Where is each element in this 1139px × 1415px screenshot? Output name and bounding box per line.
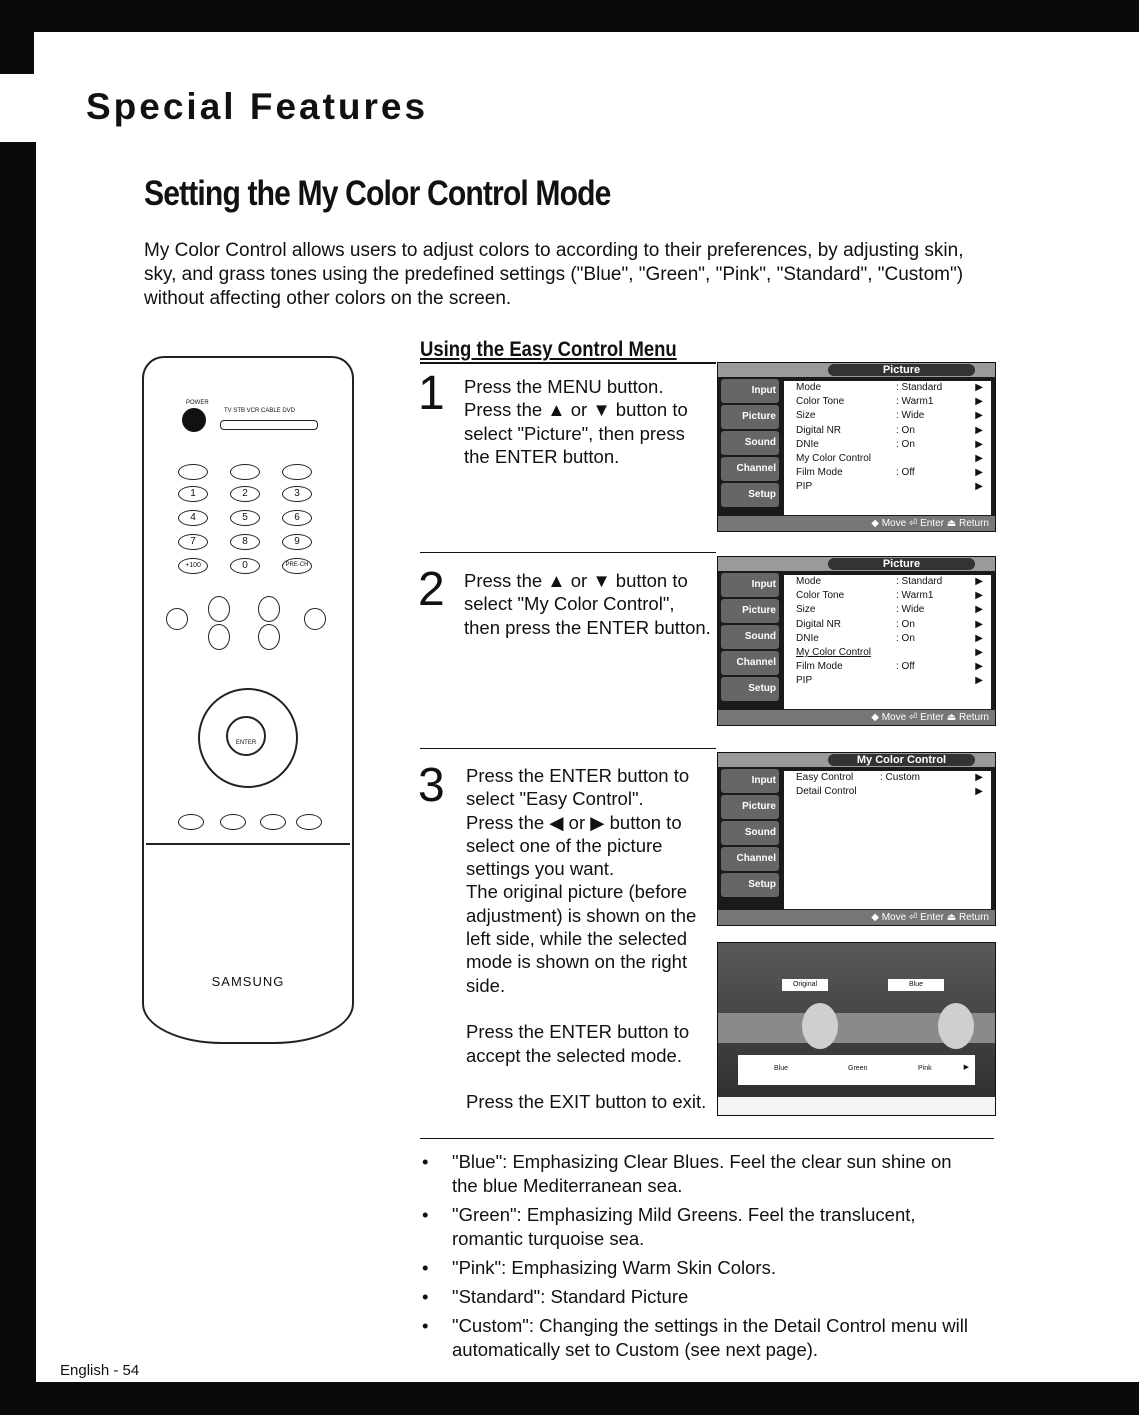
- mts-button: [260, 814, 286, 830]
- tv-menu-row: DNIe : On ▶: [796, 632, 983, 644]
- step-text: Press the MENU button. Press the ▲ or ▼ button to select "Picture", then press the ENTER button.: [464, 376, 688, 467]
- tv-menu-row: Digital NR : On ▶: [796, 424, 983, 436]
- source-slider: [220, 420, 318, 430]
- num-button: 8: [230, 534, 260, 550]
- tv-side-menu: [721, 573, 779, 703]
- tv-side-item: Sound: [721, 821, 779, 845]
- tv-menu-row: PIP ▶: [796, 675, 983, 687]
- list-item: • "Blue": Emphasizing Clear Blues. Feel the clear sun shine on the blue Mediterranean sea.: [420, 1150, 980, 1198]
- intro-paragraph: My Color Control allows users to adjust colors to according to their preferences, by adjusting skin, sky, and grass tones using the predefined settings ("Blue", "Green", "Pink", "Standard", "Custom") without affecting other colors on the screen.: [144, 240, 964, 309]
- tv-menu-panel: [784, 771, 991, 909]
- srs-button: [296, 814, 322, 830]
- left-side-bar: [0, 142, 36, 1382]
- tv-side-item: Picture: [721, 599, 779, 623]
- section-title: Special Features: [86, 86, 429, 127]
- vol-up-button: [208, 596, 230, 622]
- tv-menu-row: Detail Control ▶: [796, 786, 983, 798]
- tv-screen-my-color-control: [717, 752, 996, 926]
- num-button: 9: [282, 534, 312, 550]
- tv-menu-row: Size : Wide ▶: [796, 604, 983, 616]
- tv-menu-row-selected: My Color Control ▶: [796, 646, 983, 658]
- tv-side-item: Setup: [721, 677, 779, 701]
- tv-menu-row: Size : Wide ▶: [796, 410, 983, 422]
- preview-options-bar: [738, 1055, 975, 1085]
- top-bar: [0, 0, 1139, 32]
- tv-header: [718, 557, 995, 571]
- tv-side-item: Setup: [721, 483, 779, 507]
- ch-down-button: [258, 624, 280, 650]
- list-item: • "Standard": Standard Picture: [420, 1285, 980, 1309]
- left-tab-top: [0, 0, 34, 74]
- subheading: Using the Easy Control Menu: [420, 338, 677, 361]
- num-button: 7: [178, 534, 208, 550]
- source-button: [304, 608, 326, 630]
- preview-option: Green: [848, 1065, 868, 1072]
- page-footer: English - 54: [60, 1362, 140, 1379]
- mode-button: [230, 464, 260, 480]
- tv-side-item: Input: [721, 573, 779, 597]
- tv-side-item: Input: [721, 379, 779, 403]
- power-label: POWER: [186, 400, 209, 406]
- tv-side-item: Picture: [721, 795, 779, 819]
- tv-menu-row: PIP ▶: [796, 481, 983, 493]
- step-number: 3: [418, 759, 445, 812]
- tv-menu-panel: [784, 381, 991, 515]
- ch-up-button: [258, 596, 280, 622]
- step-divider: [420, 552, 716, 553]
- num-button: 2: [230, 486, 260, 502]
- tv-menu-panel: [784, 575, 991, 709]
- power-button: [182, 408, 206, 432]
- step-text: Press the ▲ or ▼ button to select "My Color Control", then press the ENTER button.: [464, 570, 711, 638]
- tv-header: [718, 753, 995, 767]
- num-button: 4: [178, 510, 208, 526]
- tv-menu-row: DNIe : On ▶: [796, 438, 983, 450]
- list-item: • "Pink": Emphasizing Warm Skin Colors.: [420, 1256, 980, 1280]
- tv-header: [718, 363, 995, 377]
- tv-side-item: Setup: [721, 873, 779, 897]
- tv-menu-row: Digital NR : On ▶: [796, 618, 983, 630]
- tv-side-menu: [721, 379, 779, 509]
- tv-menu-row: Film Mode : Off ▶: [796, 661, 983, 673]
- vol-down-button: [208, 624, 230, 650]
- tv-side-item: Channel: [721, 847, 779, 871]
- tv-footer: ◆ Move ⏎ Enter ⏏ Return: [718, 710, 995, 725]
- mode-description-list: [420, 1150, 980, 1367]
- step-divider: [420, 748, 716, 749]
- num-button: +100: [178, 558, 208, 574]
- subheading-rule: [420, 362, 716, 364]
- num-button: 0: [230, 558, 260, 574]
- num-button: 3: [282, 486, 312, 502]
- enter-button: ENTER: [226, 716, 266, 756]
- tv-side-item: Picture: [721, 405, 779, 429]
- tv-side-item: Channel: [721, 457, 779, 481]
- bullets-divider: [420, 1138, 994, 1139]
- tv-menu-title: Picture: [828, 364, 975, 376]
- tv-side-item: Channel: [721, 651, 779, 675]
- tv-menu-row: Color Tone : Warm1 ▶: [796, 590, 983, 602]
- preview-label-blue: Blue: [888, 979, 944, 991]
- tv-side-item: Sound: [721, 625, 779, 649]
- step-number: 1: [418, 367, 445, 420]
- mode-button: [178, 464, 208, 480]
- tv-menu-row: Color Tone : Warm1 ▶: [796, 396, 983, 408]
- tv-screen-picture-menu: [717, 362, 996, 532]
- tv-menu-row: My Color Control ▶: [796, 452, 983, 464]
- preview-label-original: Original: [782, 979, 828, 991]
- preview-face-right: [938, 1003, 974, 1049]
- tv-menu-row: Mode : Standard ▶: [796, 576, 983, 587]
- preview-footer: [718, 1097, 995, 1115]
- remote-cover: [146, 843, 350, 1040]
- step-text: Press the ENTER button to select "Easy Control". Press the ◀ or ▶ button to select one of the picture settings you want. The original picture (before adjustment) is shown on the left side, while the selected mode is shown on the right side. Press the ENTER button to accept the selected mode. Press the EXIT button to exit.: [466, 765, 707, 1113]
- tv-menu-row: Easy Control : Custom ▶: [796, 772, 983, 783]
- num-button: 6: [282, 510, 312, 526]
- still-button: [220, 814, 246, 830]
- mode-button: [282, 464, 312, 480]
- num-button: 5: [230, 510, 260, 526]
- bottom-bar: [0, 1382, 1139, 1415]
- pip-button: [178, 814, 204, 830]
- source-labels: TV STB VCR CABLE DVD: [224, 408, 296, 414]
- tv-menu-row: Mode : Standard ▶: [796, 382, 983, 393]
- remote-brand: SAMSUNG: [211, 974, 285, 989]
- list-item: • "Custom": Changing the settings in the Detail Control menu will automatically set to Custom (see next page).: [420, 1314, 980, 1362]
- tv-menu-row: Film Mode : Off ▶: [796, 467, 983, 479]
- mute-button: [166, 608, 188, 630]
- tv-side-item: Input: [721, 769, 779, 793]
- tv-screen-picture-menu-selected: [717, 556, 996, 726]
- list-item: • "Green": Emphasizing Mild Greens. Feel the translucent, romantic turquoise sea.: [420, 1203, 980, 1251]
- tv-footer: ◆ Move ⏎ Enter ⏏ Return: [718, 516, 995, 531]
- preview-face-left: [802, 1003, 838, 1049]
- color-preview-screen: [717, 942, 996, 1116]
- num-button: 1: [178, 486, 208, 502]
- tv-side-menu: [721, 769, 779, 899]
- num-button: PRE-CH: [282, 558, 312, 574]
- tv-side-item: Sound: [721, 431, 779, 455]
- tv-footer: ◆ Move ⏎ Enter ⏏ Return: [718, 910, 995, 925]
- step-number: 2: [418, 563, 445, 616]
- page-title: Setting the My Color Control Mode: [144, 174, 611, 213]
- preview-option: Blue: [774, 1065, 789, 1072]
- preview-arrow-icon: ▶: [963, 1064, 969, 1071]
- tv-menu-title: My Color Control: [828, 754, 975, 766]
- preview-option: Pink: [918, 1065, 932, 1072]
- tv-menu-title: Picture: [828, 558, 975, 570]
